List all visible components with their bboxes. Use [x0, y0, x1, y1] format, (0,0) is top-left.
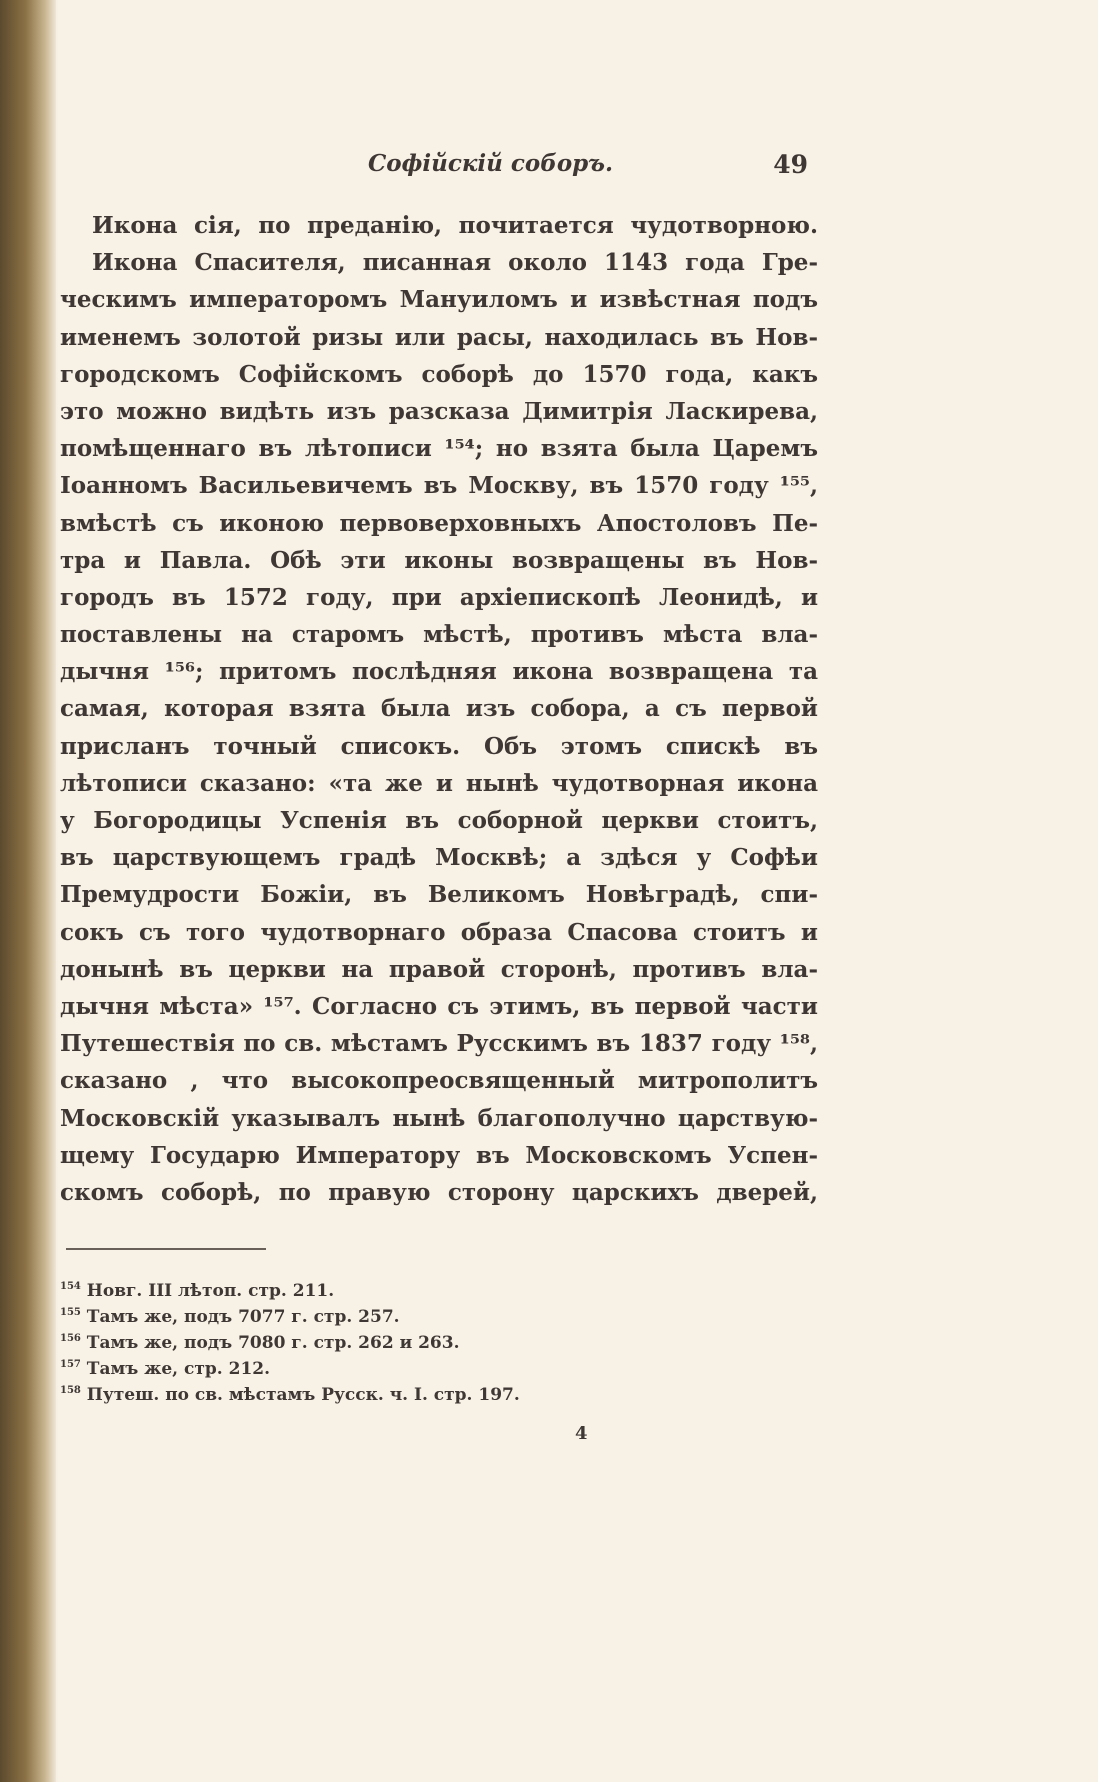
- text-line: вмѣстѣ съ иконою первоверховныхъ Апостоловъ Пе-: [60, 509, 818, 537]
- footnote: [60, 1330, 620, 1356]
- text-line: у Богородицы Успенія въ соборной церкви стоитъ,: [60, 807, 818, 834]
- text-line: ческимъ императоромъ Мануиломъ и извѣстная подъ: [60, 286, 818, 314]
- text-line: Икона сія, по преданію, почитается чудотворною.: [92, 212, 818, 239]
- text-line: присланъ точный списокъ. Объ этомъ спискѣ въ: [60, 732, 818, 760]
- footnote-text: Тамъ же, подъ 7077 г. стр. 257.: [86, 1307, 400, 1327]
- text-line: тра и Павла. Обѣ эти иконы возвращены въ Нов-: [60, 546, 818, 574]
- text-line: Икона Спасителя, писанная около 1143 года Гре-: [92, 249, 818, 277]
- text-line: донынѣ въ церкви на правой сторонѣ, противъ вла-: [60, 955, 818, 983]
- text-line: городскомъ Софійскомъ соборѣ до 1570 года, какъ: [60, 360, 818, 388]
- footnote: [60, 1278, 620, 1304]
- book-spine-shadow: [0, 0, 56, 1782]
- page-header: [128, 150, 808, 190]
- text-line: щему Государю Императору въ Московскомъ Успен-: [60, 1141, 818, 1169]
- footnote-number: 157: [60, 1359, 81, 1370]
- footnote-number: 156: [60, 1333, 81, 1344]
- signature-mark: 4: [575, 1423, 588, 1444]
- text-line: Московскій указывалъ нынѣ благополучно царствую-: [60, 1104, 818, 1132]
- text-line: Іоанномъ Васильевичемъ въ Москву, въ 1570 году ¹⁵⁵,: [60, 472, 818, 500]
- footnote-text: Тамъ же, подъ 7080 г. стр. 262 и 263.: [86, 1333, 460, 1353]
- text-line: городъ въ 1572 году, при архіепископѣ Леонидѣ, и: [60, 583, 818, 611]
- footnote-text: Тамъ же, стр. 212.: [86, 1359, 271, 1379]
- footnote-text: Путеш. по св. мѣстамъ Русск. ч. I. стр. 197.: [86, 1385, 520, 1405]
- text-line: Путешествія по св. мѣстамъ Русскимъ въ 1837 году ¹⁵⁸,: [60, 1030, 818, 1058]
- text-line: самая, которая взята была изъ собора, а съ первой: [60, 695, 818, 723]
- text-line: именемъ золотой ризы или расы, находилась въ Нов-: [60, 323, 818, 351]
- text-line: дычня ¹⁵⁶; притомъ послѣдняя икона возвращена та: [60, 658, 818, 686]
- footnote: [60, 1356, 620, 1382]
- footnotes: [60, 1278, 620, 1408]
- body-text: [58, 207, 818, 1211]
- running-title: Софійскій соборъ.: [368, 150, 613, 177]
- text-line: помѣщеннаго въ лѣтописи ¹⁵⁴; но взята была Царемъ: [60, 435, 818, 463]
- text-line: скомъ соборѣ, по правую сторону царскихъ дверей,: [60, 1178, 818, 1206]
- text-line: поставлены на старомъ мѣстѣ, противъ мѣста вла-: [60, 621, 818, 649]
- page-number: 49: [773, 150, 808, 179]
- text-line: въ царствующемъ градѣ Москвѣ; а здѣся у Софѣи: [60, 844, 818, 872]
- text-line: лѣтописи сказано: «та же и нынѣ чудотворная икона: [60, 769, 818, 797]
- book-page: [58, 0, 1098, 1782]
- text-line: сокъ съ того чудотворнаго образа Спасова стоитъ и: [60, 918, 818, 946]
- text-line: Премудрости Божіи, въ Великомъ Новѣградѣ, спи-: [60, 881, 818, 909]
- text-line: это можно видѣть изъ разсказа Димитрія Ласкирева,: [60, 397, 818, 425]
- footnote-number: 158: [60, 1385, 81, 1396]
- footnote-text: Новг. III лѣтоп. стр. 211.: [86, 1281, 335, 1301]
- footnote-rule: [66, 1248, 266, 1250]
- text-line: дычня мѣста» ¹⁵⁷. Согласно съ этимъ, въ первой части: [60, 992, 818, 1020]
- footnote: [60, 1382, 620, 1408]
- text-line: сказано , что высокопреосвященный митрополитъ: [60, 1067, 818, 1095]
- footnote-number: 155: [60, 1307, 81, 1318]
- footnote: [60, 1304, 620, 1330]
- footnote-number: 154: [60, 1281, 81, 1292]
